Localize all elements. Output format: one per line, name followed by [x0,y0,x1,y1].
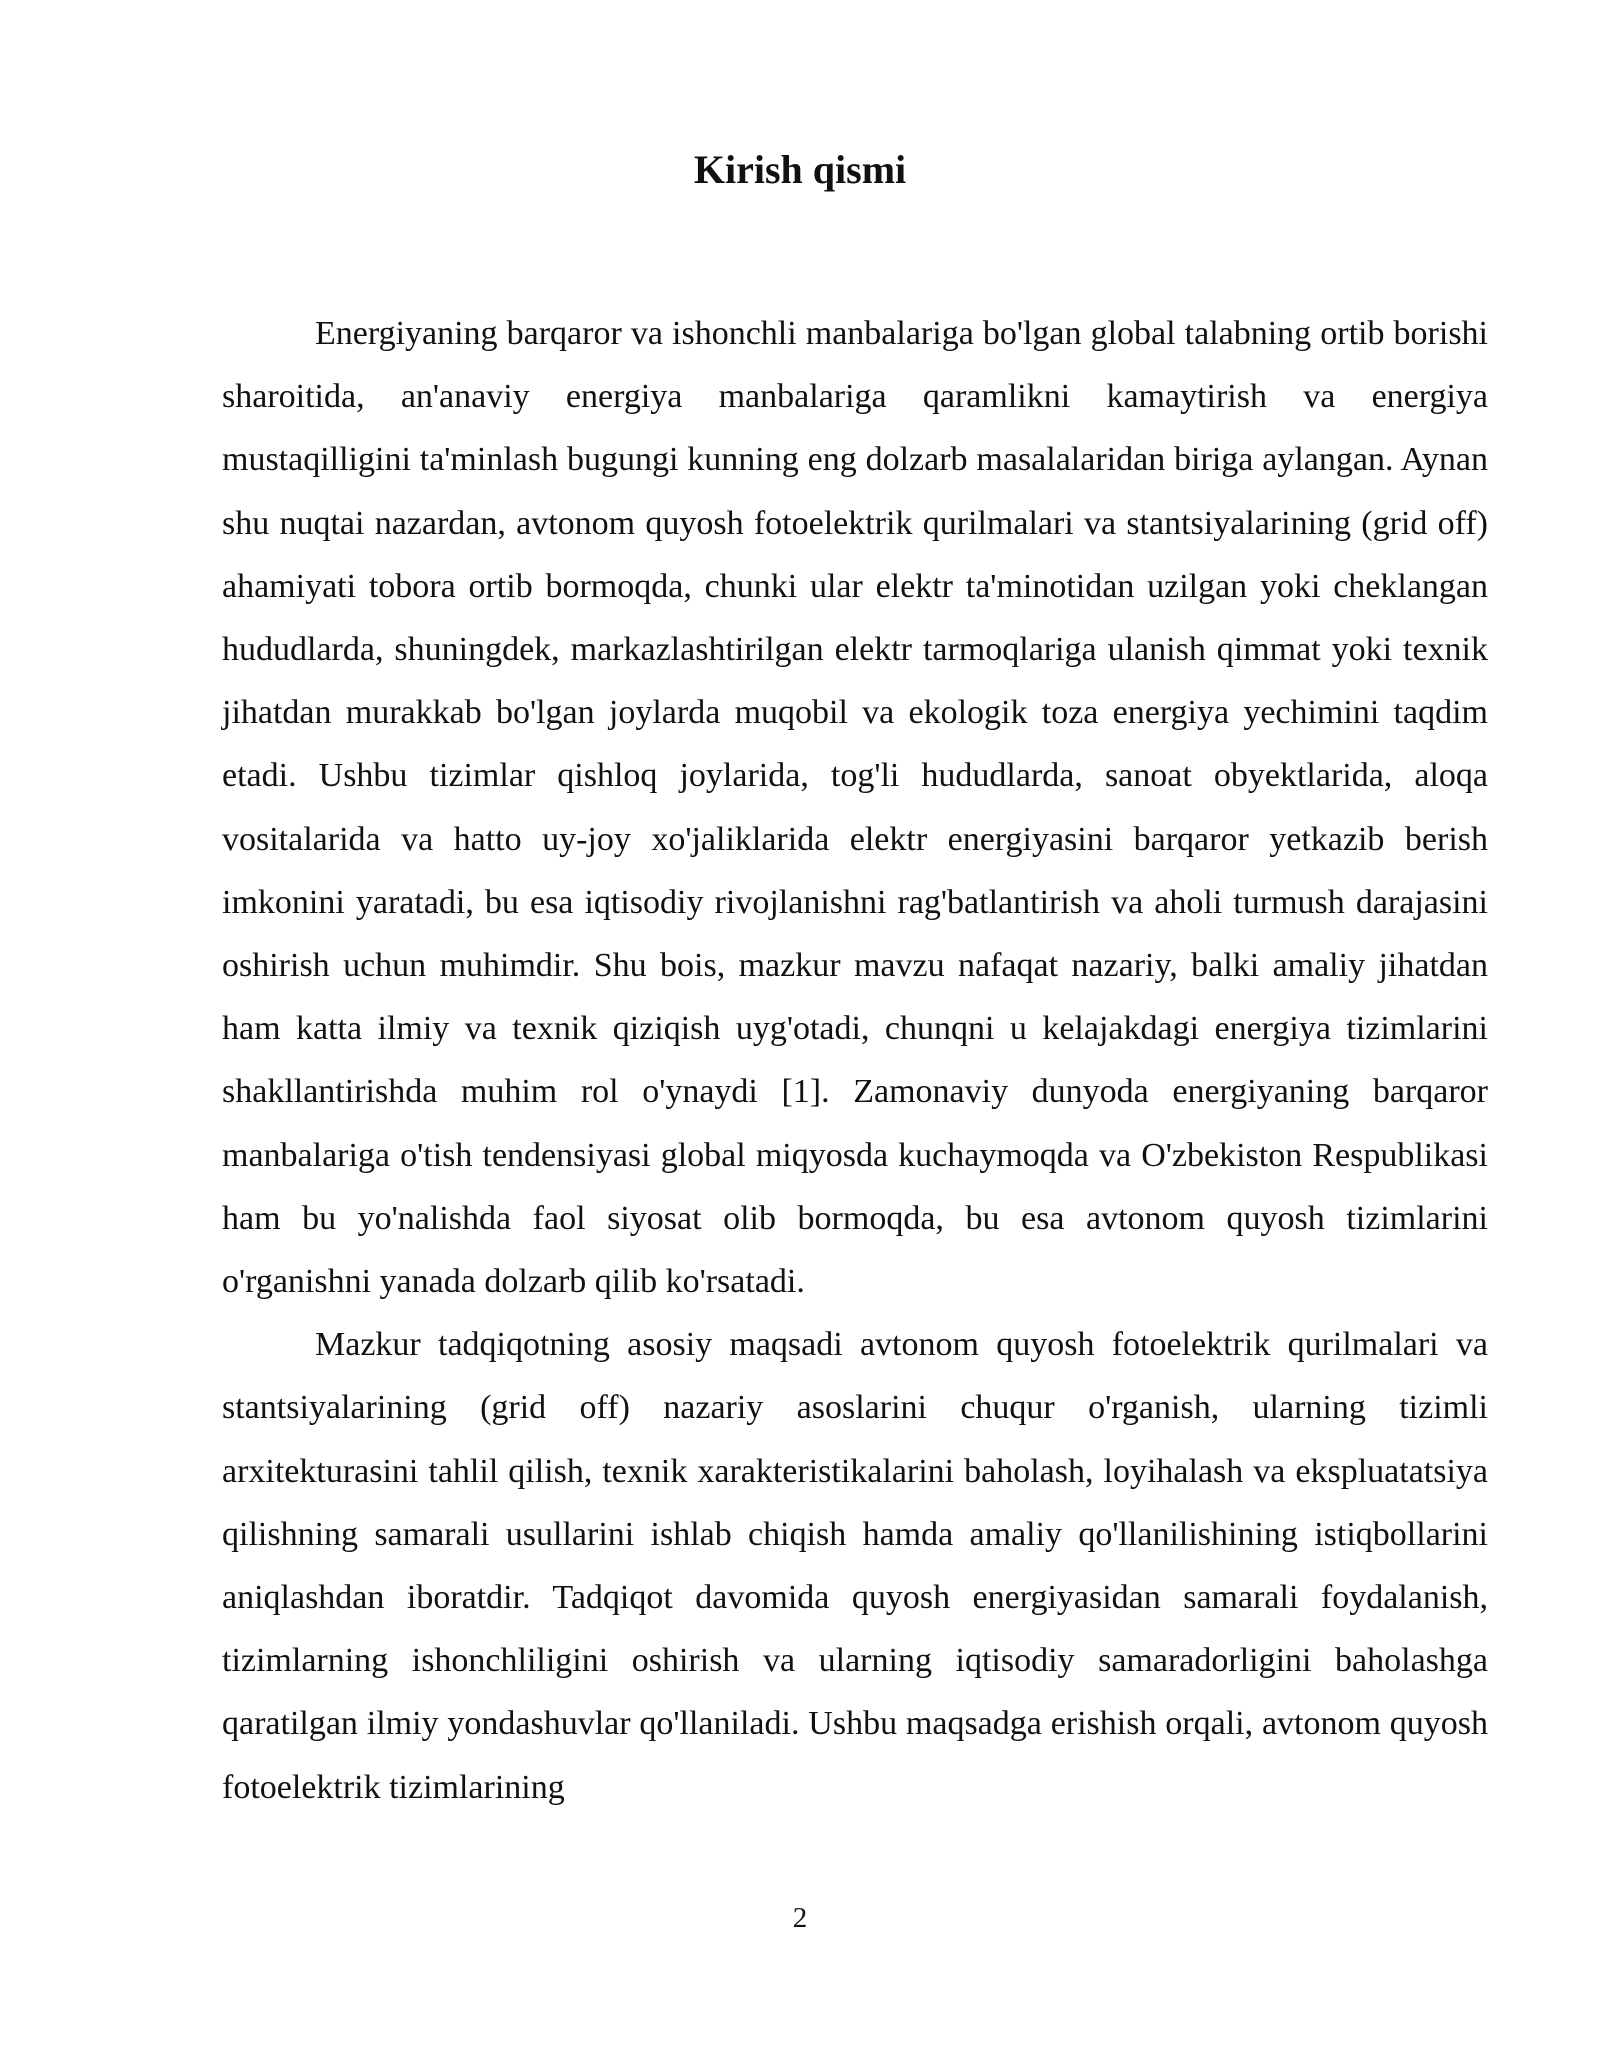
page-title: Kirish qismi [693,147,907,192]
body-text [222,302,1488,1819]
paragraph-research-goal: Mazkur tadqiqotning asosiy maqsadi avtonom quyosh fotoelektrik qurilmalari va stantsiyalarining (grid off) nazariy asoslarini chuqur o'rganish, ularning tizimli arxitekturasini tahlil qilish, texnik xarakteristikalarini baholash, loyihalash va ekspluatatsiya qilishning samarali usullarini ishlab chiqish hamda amaliy qo'llanilishining istiqbollarini aniqlashdan iboratdir. Tadqiqot davomida quyosh energiyasidan samarali foydalanish, tizimlarning ishonchliligini oshirish va ularning iqtisodiy samaradorligini baholashga qaratilgan ilmiy yondashuvlar qo'llaniladi. Ushbu maqsadga erishish orqali, avtonom quyosh fotoelektrik tizimlarining [222,1326,1488,1806]
page-number: 2 [792,1902,808,1934]
paragraph-introduction: Energiyaning barqaror va ishonchli manbalariga bo'lgan global talabning ortib borishi sharoitida, an'anaviy energiya manbalariga qaramlikni kamaytirish va energiya mustaqilligini ta'minlash bugungi kunning eng dolzarb masalalaridan biriga aylangan. Aynan shu nuqtai nazardan, avtonom quyosh fotoelektrik qurilmalari va stantsiyalarining (grid off) ahamiyati tobora ortib bormoqda, chunki ular elektr ta'minotidan uzilgan yoki cheklangan hududlarda, shuningdek, markazlashtirilgan elektr tarmoqlariga ulanish qimmat yoki texnik jihatdan murakkab bo'lgan joylarda muqobil va ekologik toza energiya yechimini taqdim etadi. Ushbu tizimlar qishloq joylarida, tog'li hududlarda, sanoat obyektlarida, aloqa vositalarida va hatto uy-joy xo'jaliklarida elektr energiyasini barqaror yetkazib berish imkonini yaratadi, bu esa iqtisodiy rivojlanishni rag'batlantirish va aholi turmush darajasini oshirish uchun muhimdir. Shu bois, mazkur mavzu nafaqat nazariy, balki amaliy jihatdan ham katta ilmiy va texnik qiziqish uyg'otadi, chunqni u kelajakdagi energiya tizimlarini shakllantirishda muhim rol o'ynaydi [1]. Zamonaviy dunyoda energiyaning barqaror manbalariga o'tish tendensiyasi global miqyosda kuchaymoqda va O'zbekiston Respublikasi ham bu yo'nalishda faol siyosat olib bormoqda, bu esa avtonom quyosh tizimlarini o'rganishni yanada dolzarb qilib ko'rsatadi. [222,315,1488,1301]
